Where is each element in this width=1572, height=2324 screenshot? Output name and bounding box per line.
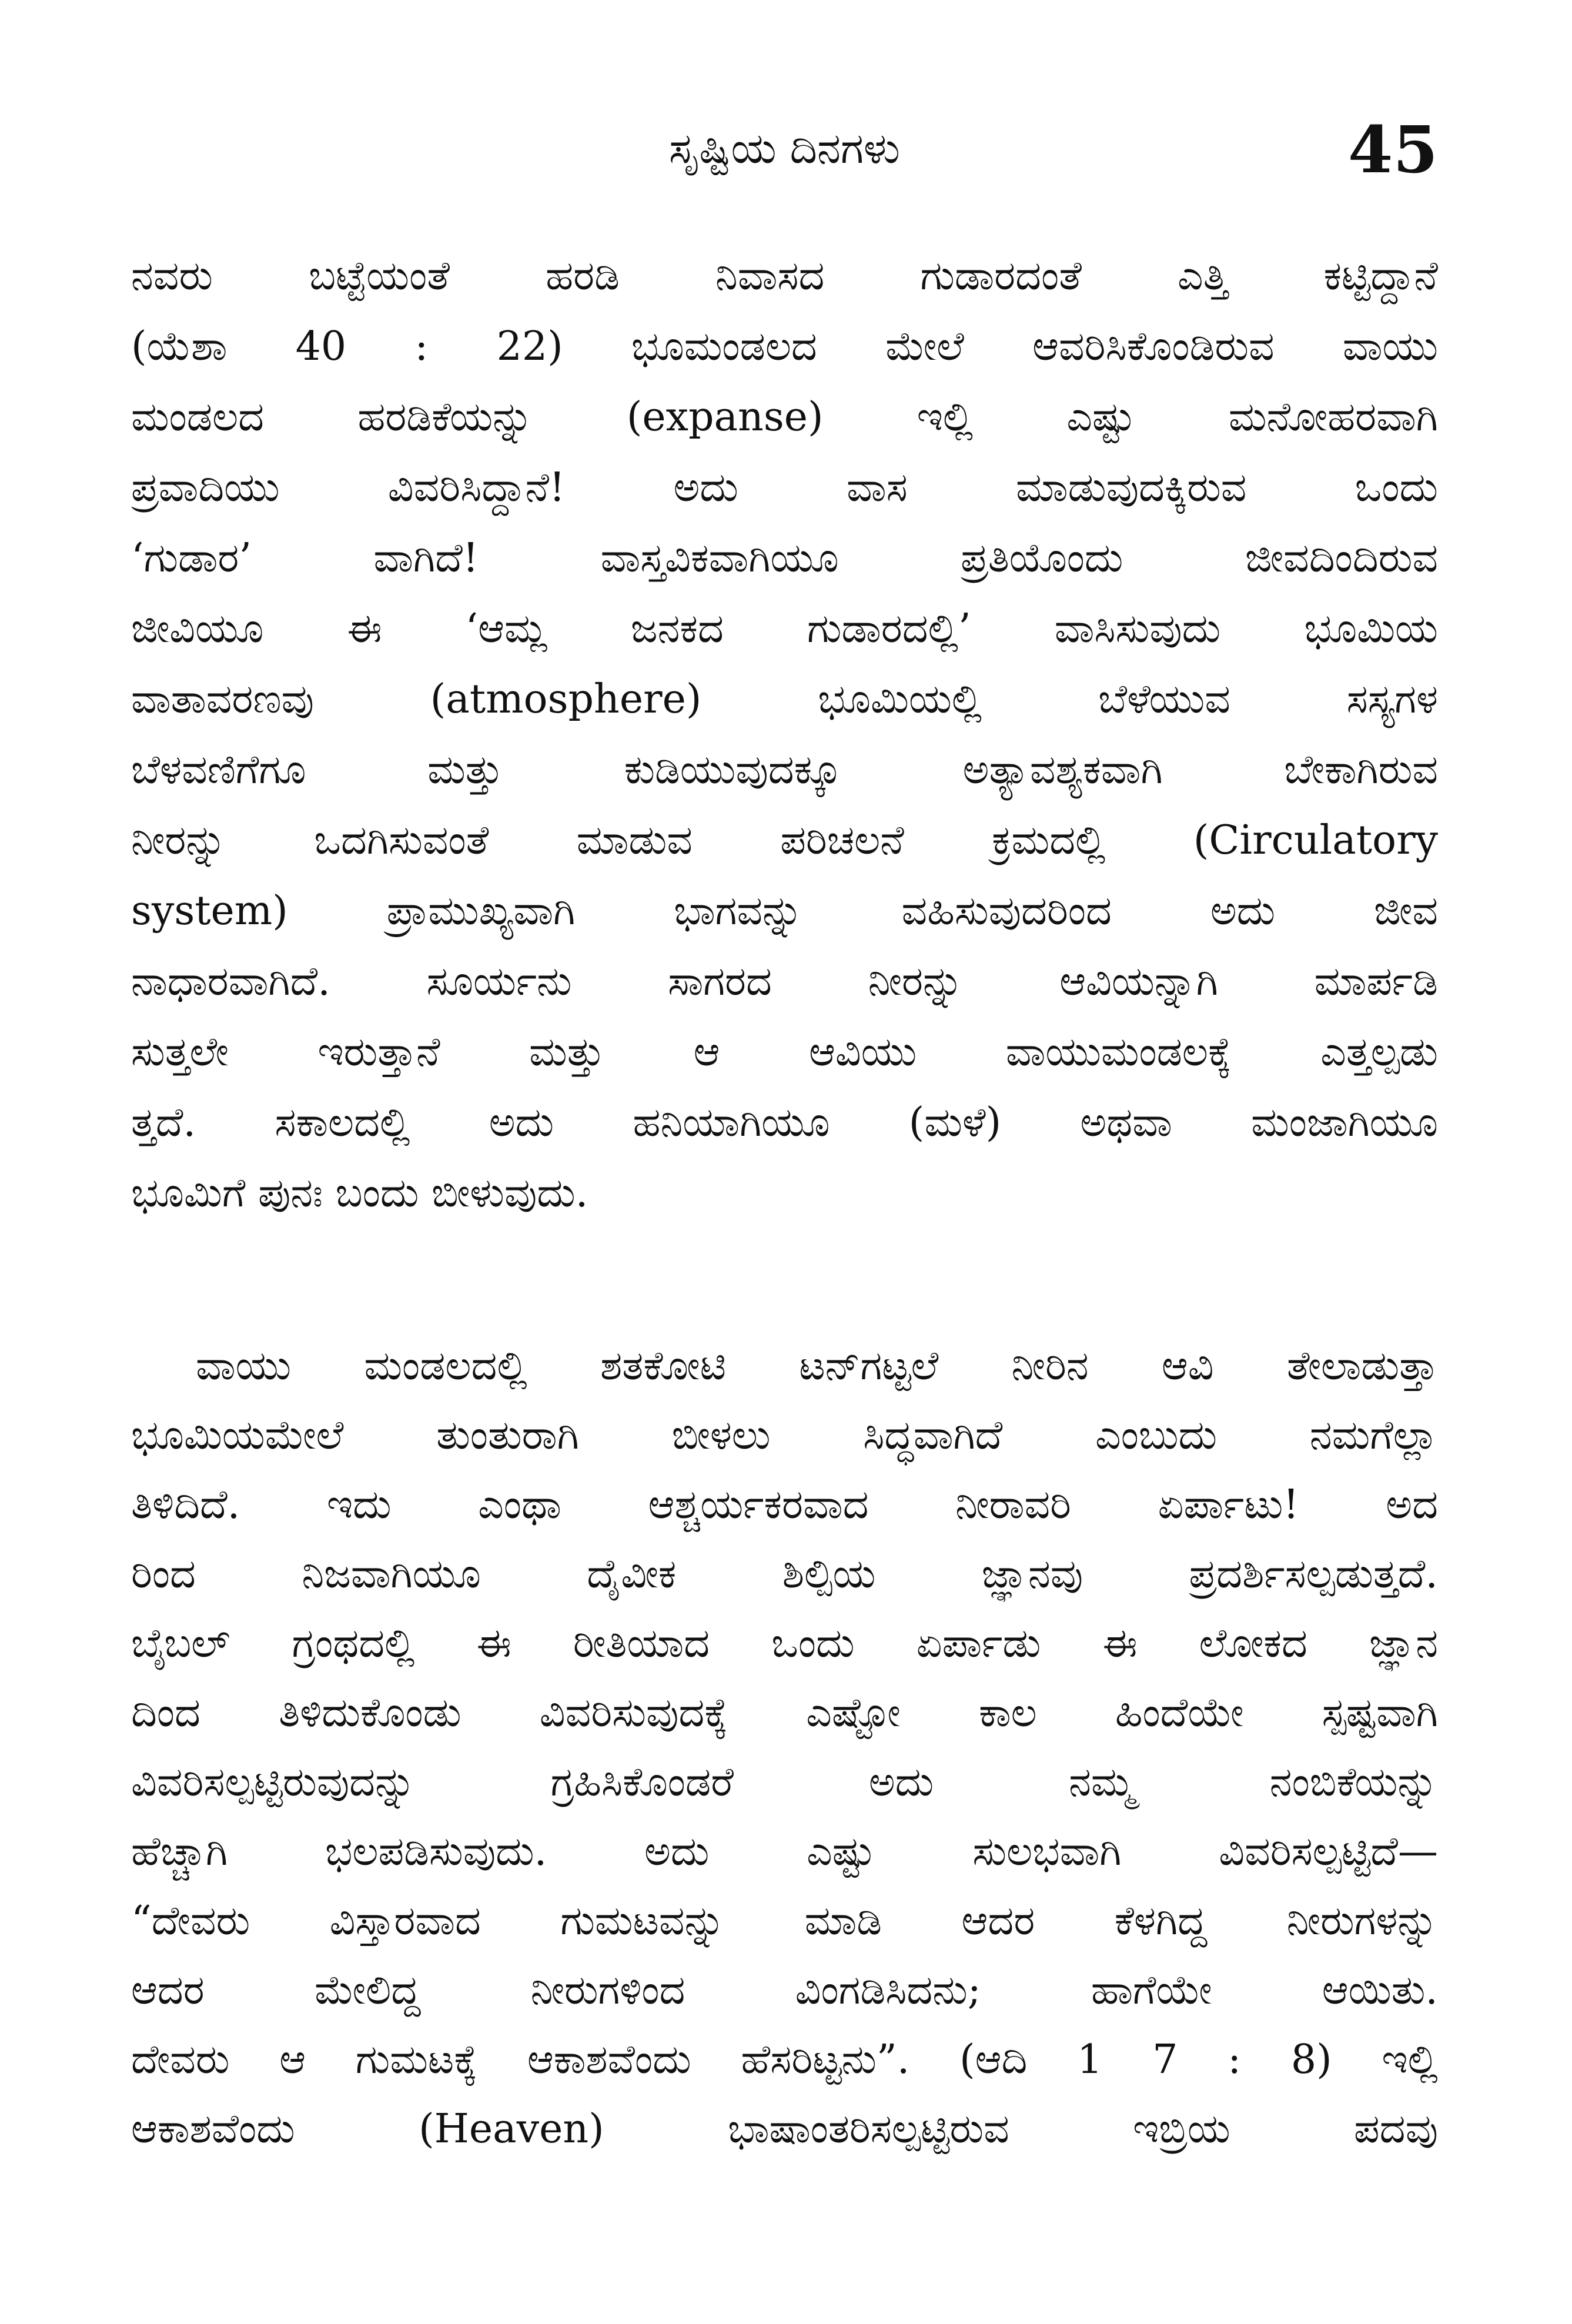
- text-line: ದಿಂದ ತಿಳಿದುಕೊಂಡು ವಿವರಿಸುವುದಕ್ಕೆ ಎಷ್ಟೋ ಕಾಲ ಹಿಂದೆಯೇ ಸ್ಪಷ್ಟವಾಗಿ: [131, 1690, 1438, 1736]
- paragraph-1: [131, 241, 1438, 1229]
- text-line: ಆಕಾಶವೆಂದು (Heaven) ಭಾಷಾಂತರಿಸಲ್ಪಟ್ಟಿರುವ ಇಬ್ರಿಯ ಪದವು: [131, 2106, 1438, 2152]
- text-line: ವಾತಾವರಣವು (atmosphere) ಭೂಮಿಯಲ್ಲಿ ಬೆಳೆಯುವ ಸಸ್ಯಗಳ: [131, 676, 1438, 723]
- paragraph-2: [131, 1332, 1438, 2164]
- text-line: ‘ಗುಡಾರ’ ವಾಗಿದೆ! ವಾಸ್ತವಿಕವಾಗಿಯೂ ಪ್ರತಿಯೊಂದು ಜೀವದಿಂದಿರುವ: [131, 535, 1438, 581]
- text-line: ರಿಂದ ನಿಜವಾಗಿಯೂ ದೈವೀಕ ಶಿಲ್ಪಿಯ ಜ್ಞಾನವು ಪ್ರದರ್ಶಿಸಲ್ಪಡುತ್ತದೆ.: [131, 1551, 1438, 1597]
- text-line: ನಾಧಾರವಾಗಿದೆ. ಸೂರ್ಯನು ಸಾಗರದ ನೀರನ್ನು ಆವಿಯನ್ನಾಗಿ ಮಾರ್ಪಡಿ: [131, 958, 1438, 1005]
- text-line: ಬೆಳವಣಿಗೆಗೂ ಮತ್ತು ಕುಡಿಯುವುದಕ್ಕೂ ಅತ್ಯಾವಶ್ಯಕವಾಗಿ ಬೇಕಾಗಿರುವ: [131, 747, 1438, 793]
- text-line: ತ್ತದೆ. ಸಕಾಲದಲ್ಲಿ ಅದು ಹನಿಯಾಗಿಯೂ (ಮಳೆ) ಅಥವಾ ಮಂಜಾಗಿಯೂ: [131, 1099, 1438, 1146]
- text-line: ನವರು ಬಟ್ಟೆಯಂತೆ ಹರಡಿ ನಿವಾಸದ ಗುಡಾರದಂತೆ ಎತ್ತಿ ಕಟ್ಟಿದ್ದಾನೆ: [131, 253, 1438, 299]
- text-line: ನೀರನ್ನು ಒದಗಿಸುವಂತೆ ಮಾಡುವ ಪರಿಚಲನೆ ಕ್ರಮದಲ್ಲಿ (Circulatory: [131, 817, 1438, 864]
- text-line: ಪ್ರವಾದಿಯು ವಿವರಿಸಿದ್ದಾನೆ! ಅದು ವಾಸ ಮಾಡುವುದಕ್ಕಿರುವ ಒಂದು: [131, 464, 1438, 511]
- text-line: ದೇವರು ಆ ಗುಮಟಕ್ಕೆ ಆಕಾಶವೆಂದು ಹೆಸರಿಟ್ಟನು”. (ಆದಿ 1 7 : 8) ಇಲ್ಲಿ: [131, 2037, 1438, 2083]
- text-line: ವಿವರಿಸಲ್ಪಟ್ಟಿರುವುದನ್ನು ಗ್ರಹಿಸಿಕೊಂಡರೆ ಅದು ನಮ್ಮ ನಂಬಿಕೆಯನ್ನು: [131, 1759, 1438, 1805]
- text-line: ಭೂಮಿಗೆ ಪುನಃ ಬಂದು ಬೀಳುವುದು.: [131, 1170, 588, 1216]
- text-line: ಬೈಬಲ್ ಗ್ರಂಥದಲ್ಲಿ ಈ ರೀತಿಯಾದ ಒಂದು ಏರ್ಪಾಡು ಈ ಲೋಕದ ಜ್ಞಾನ: [131, 1620, 1438, 1667]
- text-line: ಭೂಮಿಯಮೇಲೆ ತುಂತುರಾಗಿ ಬೀಳಲು ಸಿದ್ಧವಾಗಿದೆ ಎಂಬುದು ನಮಗೆಲ್ಲಾ: [131, 1412, 1438, 1459]
- text-line: ಆದರ ಮೇಲಿದ್ದ ನೀರುಗಳಿಂದ ವಿಂಗಡಿಸಿದನು; ಹಾಗೆಯೇ ಆಯಿತು.: [131, 1967, 1438, 2014]
- page-header: [131, 112, 1438, 188]
- text-line: system) ಪ್ರಾಮುಖ್ಯವಾಗಿ ಭಾಗವನ್ನು ವಹಿಸುವುದರಿಂದ ಅದು ಜೀವ: [131, 888, 1438, 934]
- text-line: “ದೇವರು ವಿಸ್ತಾರವಾದ ಗುಮಟವನ್ನು ಮಾಡಿ ಆದರ ಕೆಳಗಿದ್ದ ನೀರುಗಳನ್ನು: [131, 1898, 1438, 1944]
- text-line: ಮಂಡಲದ ಹರಡಿಕೆಯನ್ನು (expanse) ಇಲ್ಲಿ ಎಷ್ಟು ಮನೋಹರವಾಗಿ: [131, 394, 1438, 440]
- text-line: ವಾಯು ಮಂಡಲದಲ್ಲಿ ಶತಕೋಟಿ ಟನ್‌ಗಟ್ಟಲೆ ನೀರಿನ ಆವಿ ತೇಲಾಡುತ್ತಾ: [196, 1343, 1438, 1389]
- text-line: ತಿಳಿದಿದೆ. ಇದು ಎಂಥಾ ಆಶ್ಚರ್ಯಕರವಾದ ನೀರಾವರಿ ಏರ್ಪಾಟು! ಅದ: [131, 1482, 1438, 1528]
- text-line: ಸುತ್ತಲೇ ಇರುತ್ತಾನೆ ಮತ್ತು ಆ ಆವಿಯು ವಾಯುಮಂಡಲಕ್ಕೆ ಎತ್ತಲ್ಪಡು: [131, 1029, 1438, 1075]
- text-line: (ಯೆಶಾ 40 : 22) ಭೂಮಂಡಲದ ಮೇಲೆ ಆವರಿಸಿಕೊಂಡಿರುವ ವಾಯು: [131, 323, 1438, 370]
- text-line: ಜೀವಿಯೂ ಈ ‘ಆಮ್ಲ ಜನಕದ ಗುಡಾರದಲ್ಲಿ’ ವಾಸಿಸುವುದು ಭೂಮಿಯ: [131, 606, 1438, 652]
- text-line: ಹೆಚ್ಚಾಗಿ ಭಲಪಡಿಸುವುದು. ಅದು ಎಷ್ಟು ಸುಲಭವಾಗಿ ವಿವರಿಸಲ್ಪಟ್ಟಿದೆ—: [131, 1828, 1438, 1875]
- running-title: ಸೃಷ್ಟಿಯ ದಿನಗಳು: [669, 123, 900, 173]
- page-number: 45: [1347, 112, 1438, 188]
